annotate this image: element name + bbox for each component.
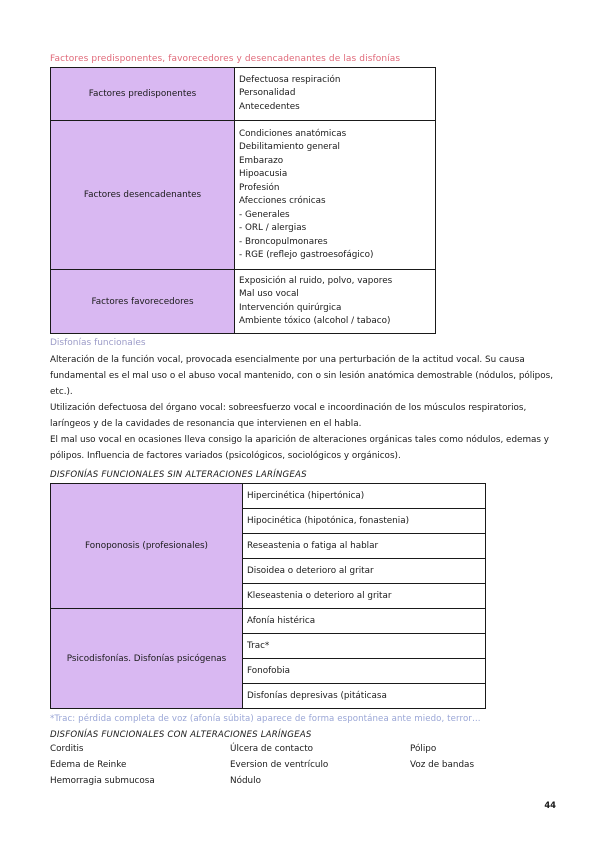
list-item: Pólipo <box>410 744 437 754</box>
factors-heading: Factores predisponentes, favorecedores y desencadenantes de las disfonías <box>50 54 401 64</box>
list-item: Debilitamiento general <box>239 142 341 152</box>
factor-label: Factores favorecedores <box>51 270 235 334</box>
list-item: Embarazo <box>239 155 284 166</box>
list-item: Edema de Reinke <box>50 760 127 770</box>
paragraph: El mal uso vocal en ocasiones lleva consigo la aparición de alteraciones orgánicas tales como nódulos, edemas y pólipos. Influencia de factores variados (psicológicos, sociológicos y orgánicos). <box>50 435 550 461</box>
table-cell: Disfonías depresivas (pitáticasa <box>243 684 486 709</box>
table-cell: Afonía histérica <box>243 609 486 634</box>
list-item: Intervención quirúrgica <box>239 302 342 313</box>
list-item: Mal uso vocal <box>239 289 299 299</box>
table-cell: Trac* <box>243 634 486 659</box>
category-label: Fonoponosis (profesionales) <box>51 484 243 609</box>
table-row <box>51 270 436 334</box>
list-item: Nódulo <box>230 776 261 786</box>
factors-table <box>50 67 436 334</box>
table-row <box>51 484 486 509</box>
list-item: Úlcera de contacto <box>230 744 314 754</box>
table-row <box>51 121 436 270</box>
paragraph: Alteración de la función vocal, provocada esencialmente por una perturbación de la actitud vocal. Su causa fundamental es el mal uso o el abuso vocal mantenido, con o sin lesión anatómica demostrable (nódulos, pólipos, etc.). <box>50 355 554 397</box>
list-item: - Broncopulmonares <box>239 236 328 247</box>
list-item: - RGE (reflejo gastroesofágico) <box>239 250 374 260</box>
page-number: 44 <box>544 800 556 810</box>
list-item: Eversion de ventrículo <box>230 760 329 770</box>
factor-items <box>235 270 436 334</box>
list-item: Corditis <box>50 744 84 754</box>
list-item: Antecedentes <box>239 101 300 112</box>
list-item: Hemorragia submucosa <box>50 776 155 786</box>
table-cell: Fonofobia <box>243 659 486 684</box>
trac-footnote: *Trac: pérdida completa de voz (afonía súbita) aparece de forma espontánea ante miedo, terror… <box>50 714 481 724</box>
list-item: Ambiente tóxico (alcohol / tabaco) <box>239 316 391 326</box>
table-row <box>51 68 436 121</box>
list-item: Hipoacusia <box>239 169 288 179</box>
table-cell: Hipercinética (hipertónica) <box>243 484 486 509</box>
table-cell: Reseastenia o fatiga al hablar <box>243 534 486 559</box>
factor-label: Factores predisponentes <box>51 68 235 121</box>
caption-without-alterations: DISFONÍAS FUNCIONALES SIN ALTERACIONES LARÍNGEAS <box>50 470 307 480</box>
list-item: Afecciones crónicas <box>239 196 326 206</box>
table-cell: Kleseastenia o deterioro al gritar <box>243 584 486 609</box>
list-item: Voz de bandas <box>410 760 475 770</box>
list-item: Personalidad <box>239 88 296 99</box>
factor-label: Factores desencadenantes <box>51 121 235 270</box>
list-item: Defectuosa respiración <box>239 74 341 85</box>
category-label: Psicodisfonías. Disfonías psicógenas <box>51 609 243 709</box>
paragraph: Utilización defectuosa del órgano vocal: sobreesfuerzo vocal e incoordinación de los músculos respiratorios, laríngeos y de la cavidades de resonancia que intervienen en el habla. <box>50 403 527 429</box>
list-item: - Generales <box>239 209 290 220</box>
table-cell: Disoidea o deterioro al gritar <box>243 559 486 584</box>
table-row <box>51 609 486 634</box>
list-item: Exposición al ruido, polvo, vapores <box>239 275 393 286</box>
factor-items <box>235 68 436 121</box>
list-item: Profesión <box>239 182 280 193</box>
section-title: Disfonías funcionales <box>50 338 146 348</box>
factor-items <box>235 121 436 270</box>
list-item: - ORL / alergias <box>239 223 307 233</box>
functional-table <box>50 483 486 709</box>
list-item: Condiciones anatómicas <box>239 128 347 139</box>
table-cell: Hipocinética (hipotónica, fonastenia) <box>243 509 486 534</box>
caption-with-alterations: DISFONÍAS FUNCIONALES CON ALTERACIONES LARÍNGEAS <box>50 730 312 740</box>
